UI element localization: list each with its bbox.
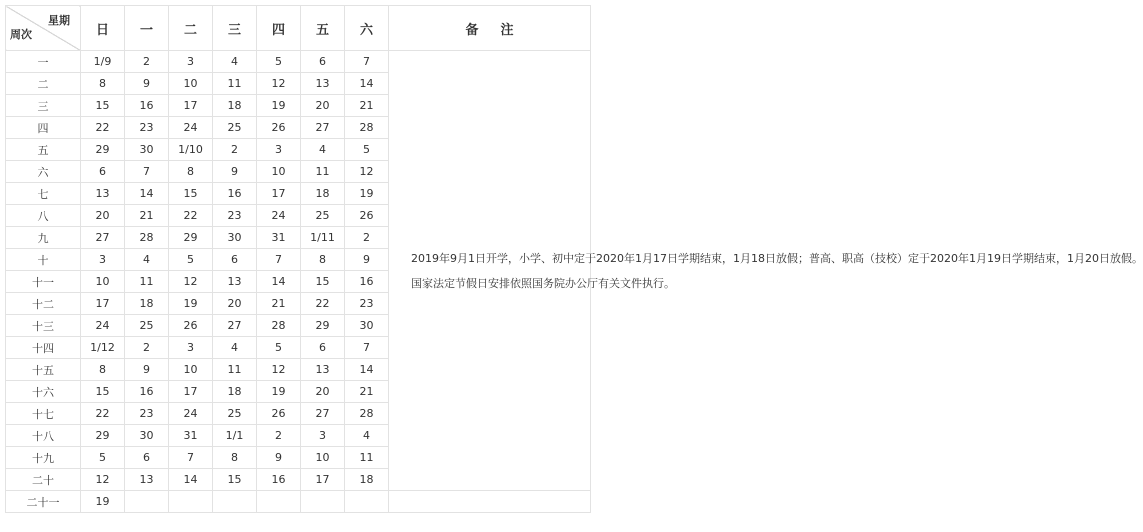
date-cell-fri: 13 [301,359,345,381]
date-cell-fri: 1/11 [301,227,345,249]
date-cell-thu: 19 [257,95,301,117]
date-cell-sat: 18 [345,469,389,491]
remarks-paragraph-holidays: 国家法定节假日安排依照国务院办公厅有关文件执行。 [411,276,675,290]
week-number-cell: 七 [6,183,81,205]
week-number-cell: 十 [6,249,81,271]
date-cell-fri: 15 [301,271,345,293]
week-number-cell: 十四 [6,337,81,359]
week-number-cell: 十二 [6,293,81,315]
date-cell-mon: 30 [125,425,169,447]
date-cell-wed: 6 [213,249,257,271]
date-cell-tue: 10 [169,359,213,381]
date-cell-tue: 10 [169,73,213,95]
date-cell-sun: 1/9 [81,51,125,73]
date-cell-mon: 11 [125,271,169,293]
date-cell-sat: 28 [345,117,389,139]
week-number-cell: 十五 [6,359,81,381]
remarks-paragraph-schedule: 2019年9月1日开学，小学、初中定于2020年1月17日学期结束，1月18日放假；普高、职高（技校）定于2020年1月19日学期结束，1月20日放假。 [411,251,1143,265]
date-cell-fri: 22 [301,293,345,315]
date-cell-sat: 7 [345,337,389,359]
school-calendar [5,5,1143,513]
date-cell-mon: 23 [125,403,169,425]
day-header-fri: 五 [301,6,345,51]
date-cell-wed: 4 [213,51,257,73]
remarks-blank-cell [389,491,591,513]
day-header-tue: 二 [169,6,213,51]
date-cell-wed: 27 [213,315,257,337]
date-cell-wed: 2 [213,139,257,161]
date-cell-mon: 23 [125,117,169,139]
date-cell-sun: 3 [81,249,125,271]
date-cell-wed: 4 [213,337,257,359]
date-cell-tue: 24 [169,117,213,139]
date-cell-thu: 14 [257,271,301,293]
date-cell-sat: 19 [345,183,389,205]
date-cell-sat: 4 [345,425,389,447]
date-cell-thu: 10 [257,161,301,183]
date-cell-fri [301,491,345,513]
remarks-header-char-2: 注 [500,22,514,38]
week-number-cell: 十九 [6,447,81,469]
date-cell-thu: 26 [257,403,301,425]
day-header-sun: 日 [81,6,125,51]
date-cell-thu: 31 [257,227,301,249]
date-cell-thu: 9 [257,447,301,469]
date-cell-mon: 9 [125,359,169,381]
date-cell-wed [213,491,257,513]
week-number-cell: 五 [6,139,81,161]
date-cell-mon: 28 [125,227,169,249]
week-number-cell: 六 [6,161,81,183]
date-cell-wed: 11 [213,73,257,95]
date-cell-sun: 29 [81,425,125,447]
date-cell-thu: 28 [257,315,301,337]
date-cell-thu: 3 [257,139,301,161]
date-cell-tue: 31 [169,425,213,447]
calendar-body [6,51,1143,513]
date-cell-sun: 5 [81,447,125,469]
date-cell-fri: 17 [301,469,345,491]
date-cell-fri: 10 [301,447,345,469]
date-cell-sat: 23 [345,293,389,315]
week-number-cell: 十八 [6,425,81,447]
date-cell-mon: 7 [125,161,169,183]
date-cell-thu: 26 [257,117,301,139]
date-cell-sun: 12 [81,469,125,491]
date-cell-sun: 17 [81,293,125,315]
date-cell-fri: 3 [301,425,345,447]
date-cell-sun: 15 [81,381,125,403]
date-cell-mon: 4 [125,249,169,271]
date-cell-sat: 7 [345,51,389,73]
date-cell-fri: 6 [301,51,345,73]
date-cell-sat: 9 [345,249,389,271]
date-cell-tue: 3 [169,51,213,73]
corner-label-weekday: 星期 [48,14,70,27]
date-cell-fri: 6 [301,337,345,359]
week-number-cell: 二十一 [6,491,81,513]
week-number-cell: 三 [6,95,81,117]
date-cell-sun: 8 [81,359,125,381]
date-cell-sun: 19 [81,491,125,513]
date-cell-wed: 25 [213,403,257,425]
date-cell-sat: 21 [345,95,389,117]
date-cell-tue: 29 [169,227,213,249]
date-cell-sun: 22 [81,403,125,425]
date-cell-wed: 25 [213,117,257,139]
table-row [6,51,591,73]
date-cell-mon: 25 [125,315,169,337]
date-cell-thu: 7 [257,249,301,271]
date-cell-tue: 3 [169,337,213,359]
date-cell-thu: 12 [257,359,301,381]
remarks-header [389,6,591,51]
date-cell-sat: 12 [345,161,389,183]
date-cell-thu: 17 [257,183,301,205]
date-cell-wed: 18 [213,381,257,403]
date-cell-thu [257,491,301,513]
day-header-wed: 三 [213,6,257,51]
date-cell-tue: 17 [169,381,213,403]
date-cell-fri: 4 [301,139,345,161]
date-cell-fri: 27 [301,117,345,139]
date-cell-tue: 1/10 [169,139,213,161]
date-cell-wed: 13 [213,271,257,293]
date-cell-sun: 13 [81,183,125,205]
date-cell-tue: 14 [169,469,213,491]
date-cell-thu: 5 [257,51,301,73]
date-cell-mon: 2 [125,337,169,359]
date-cell-tue: 17 [169,95,213,117]
date-cell-fri: 20 [301,95,345,117]
date-cell-sun: 29 [81,139,125,161]
date-cell-tue: 22 [169,205,213,227]
date-cell-fri: 13 [301,73,345,95]
week-number-cell: 二十 [6,469,81,491]
date-cell-thu: 2 [257,425,301,447]
date-cell-fri: 27 [301,403,345,425]
date-cell-wed: 23 [213,205,257,227]
date-cell-sun: 15 [81,95,125,117]
date-cell-fri: 8 [301,249,345,271]
date-cell-tue: 5 [169,249,213,271]
date-cell-mon [125,491,169,513]
date-cell-tue: 7 [169,447,213,469]
date-cell-thu: 21 [257,293,301,315]
week-number-cell: 八 [6,205,81,227]
date-cell-wed: 20 [213,293,257,315]
date-cell-fri: 29 [301,315,345,337]
date-cell-fri: 25 [301,205,345,227]
date-cell-sun: 8 [81,73,125,95]
date-cell-thu: 24 [257,205,301,227]
date-cell-sat: 11 [345,447,389,469]
week-number-cell: 二 [6,73,81,95]
date-cell-sat: 14 [345,73,389,95]
date-cell-wed: 1/1 [213,425,257,447]
date-cell-sat: 5 [345,139,389,161]
date-cell-tue: 24 [169,403,213,425]
corner-label-week: 周次 [10,28,32,41]
day-header-thu: 四 [257,6,301,51]
week-number-cell: 九 [6,227,81,249]
table-row [6,491,591,513]
date-cell-mon: 14 [125,183,169,205]
date-cell-sun: 20 [81,205,125,227]
week-number-cell: 十六 [6,381,81,403]
date-cell-thu: 12 [257,73,301,95]
date-cell-fri: 11 [301,161,345,183]
date-cell-sat [345,491,389,513]
date-cell-mon: 16 [125,95,169,117]
date-cell-wed: 9 [213,161,257,183]
date-cell-sat: 30 [345,315,389,337]
date-cell-sun: 1/12 [81,337,125,359]
date-cell-mon: 9 [125,73,169,95]
date-cell-tue: 12 [169,271,213,293]
date-cell-tue: 15 [169,183,213,205]
date-cell-sat: 16 [345,271,389,293]
date-cell-sat: 26 [345,205,389,227]
date-cell-tue: 19 [169,293,213,315]
date-cell-wed: 8 [213,447,257,469]
date-cell-tue: 8 [169,161,213,183]
day-header-sat: 六 [345,6,389,51]
date-cell-sat: 28 [345,403,389,425]
date-cell-wed: 30 [213,227,257,249]
header-row [6,6,591,51]
date-cell-sun: 22 [81,117,125,139]
date-cell-mon: 30 [125,139,169,161]
date-cell-sat: 21 [345,381,389,403]
date-cell-sun: 10 [81,271,125,293]
date-cell-tue: 26 [169,315,213,337]
date-cell-mon: 18 [125,293,169,315]
date-cell-thu: 19 [257,381,301,403]
week-number-cell: 十七 [6,403,81,425]
date-cell-mon: 13 [125,469,169,491]
date-cell-wed: 18 [213,95,257,117]
remarks-header-char-1: 备 [465,22,479,38]
date-cell-mon: 16 [125,381,169,403]
date-cell-fri: 18 [301,183,345,205]
week-number-cell: 四 [6,117,81,139]
date-cell-mon: 21 [125,205,169,227]
date-cell-tue [169,491,213,513]
date-cell-sun: 24 [81,315,125,337]
week-number-cell: 十一 [6,271,81,293]
remarks-cell [389,51,1143,491]
day-header-mon: 一 [125,6,169,51]
corner-header [6,6,81,51]
date-cell-mon: 2 [125,51,169,73]
date-cell-fri: 20 [301,381,345,403]
calendar-table [5,5,1143,513]
week-number-cell: 一 [6,51,81,73]
date-cell-sun: 6 [81,161,125,183]
date-cell-sat: 14 [345,359,389,381]
date-cell-sat: 2 [345,227,389,249]
date-cell-wed: 15 [213,469,257,491]
date-cell-wed: 11 [213,359,257,381]
date-cell-wed: 16 [213,183,257,205]
date-cell-sun: 27 [81,227,125,249]
date-cell-thu: 16 [257,469,301,491]
date-cell-thu: 5 [257,337,301,359]
week-number-cell: 十三 [6,315,81,337]
date-cell-mon: 6 [125,447,169,469]
